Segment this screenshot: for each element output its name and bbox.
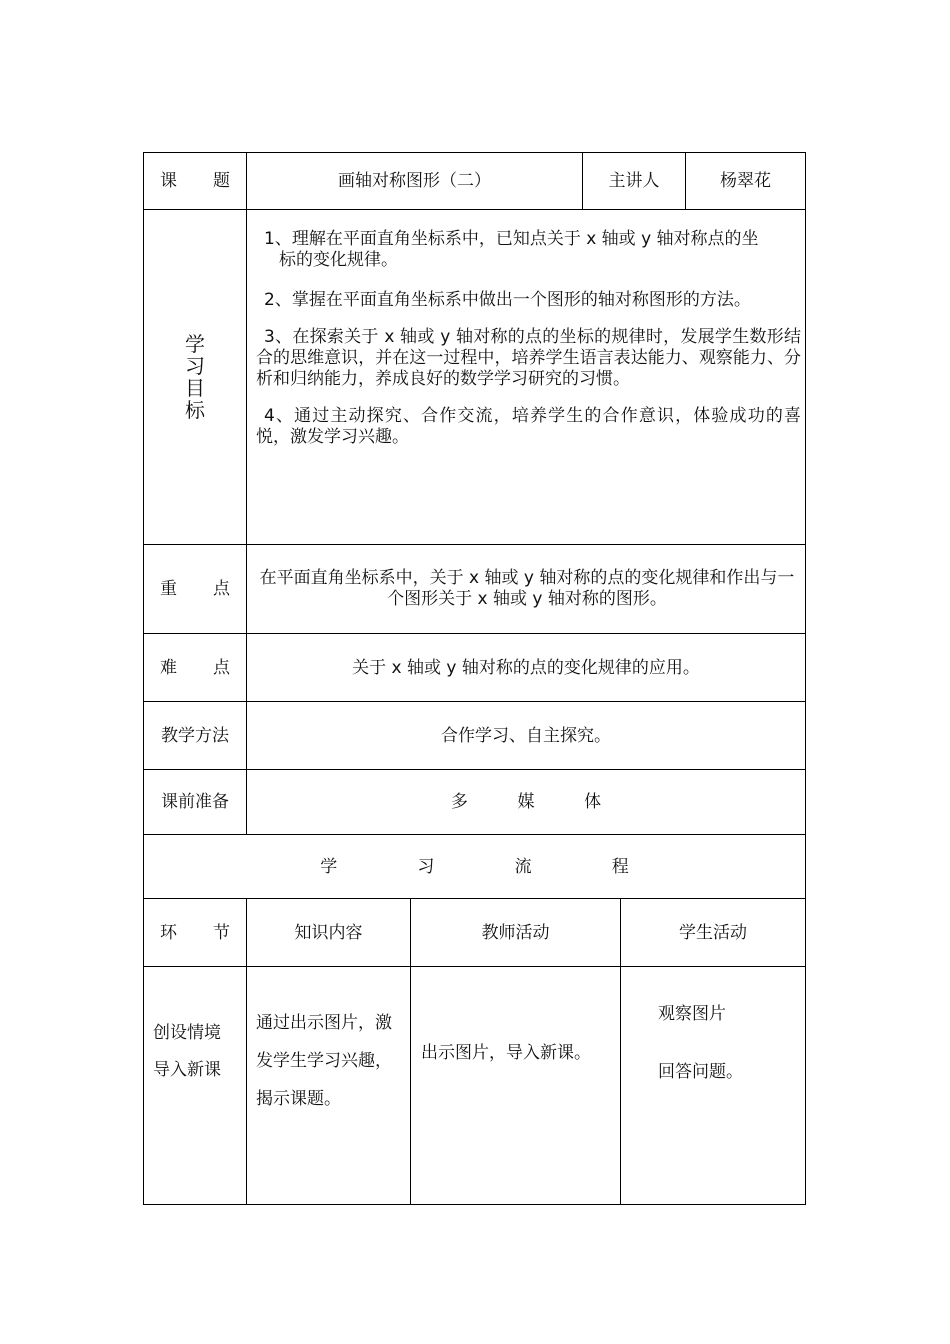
table-row	[153, 1023, 243, 1081]
column-header-stage-text: 环 节	[159, 922, 246, 943]
stage-line-1: 创设情境	[153, 1023, 221, 1043]
column-header-teacher: 教师活动	[481, 922, 550, 943]
table-border-bottom	[143, 1204, 806, 1205]
goal-item-3: 3、在探索关于 x 轴或 y 轴对称的点的坐标的规律时，发展学生数形结合的思维意识，并在这一过程中，培养学生语言表达能力、观察能力、分析和归纳能力，养成良好的数学学习研究的习惯。	[256, 327, 801, 389]
key-points-label	[143, 544, 247, 634]
speaker-value: 杨翠花	[720, 171, 771, 191]
process-title-text: 学 习 流 程	[320, 856, 667, 877]
topic-value: 画轴对称图形（二）	[338, 171, 491, 191]
goals-label-text: 学习目标	[185, 332, 205, 422]
key-points-text: 在平面直角坐标系中，关于 x 轴或 y 轴对称的点的变化规律和作出与一个图形关于 x 轴或 y 轴对称的图形。	[259, 568, 795, 609]
knowledge-content: 通过出示图片，激发学生学习兴趣，揭示课题。	[256, 1013, 392, 1109]
stage-line-2: 导入新课	[153, 1060, 221, 1080]
column-header-knowledge: 知识内容	[294, 922, 363, 943]
goal-item-2: 2、掌握在平面直角坐标系中做出一个图形的轴对称图形的方法。	[264, 290, 751, 310]
difficulty-label	[143, 633, 247, 702]
goal-item-1-line1: 1、理解在平面直角坐标系中，已知点关于 x 轴或 y 轴对称点的坐	[264, 229, 759, 249]
key-points-value	[252, 544, 802, 634]
speaker-label: 主讲人	[608, 171, 660, 191]
teacher-activity: 出示图片，导入新课。	[421, 1043, 591, 1063]
preparation-value	[246, 769, 806, 835]
student-line-2: 回答问题。	[658, 1062, 743, 1082]
topic-label-text: 课 题	[159, 171, 246, 191]
preparation-value-text: 多 媒 体	[450, 792, 624, 812]
column-header-stage	[143, 898, 247, 967]
preparation-label: 课前准备	[161, 792, 229, 812]
key-points-label-text: 重 点	[159, 579, 246, 599]
column-header-student: 学生活动	[679, 922, 747, 943]
difficulty-label-text: 难 点	[159, 657, 246, 678]
topic-label	[143, 152, 247, 210]
process-title	[143, 834, 806, 899]
goals-label	[143, 209, 247, 545]
method-label: 教学方法	[161, 725, 229, 746]
method-value: 合作学习、自主探究。	[441, 725, 611, 746]
goal-item-1	[256, 229, 801, 271]
goal-item-4: 4、通过主动探究、合作交流，培养学生的合作意识，体验成功的喜悦，激发学习兴趣。	[256, 406, 801, 447]
student-activity	[658, 1004, 798, 1083]
difficulty-value: 关于 x 轴或 y 轴对称的点的变化规律的应用。	[352, 657, 700, 678]
goal-item-1-line2: 标的变化规律。	[279, 250, 398, 270]
student-line-1: 观察图片	[658, 1004, 726, 1024]
